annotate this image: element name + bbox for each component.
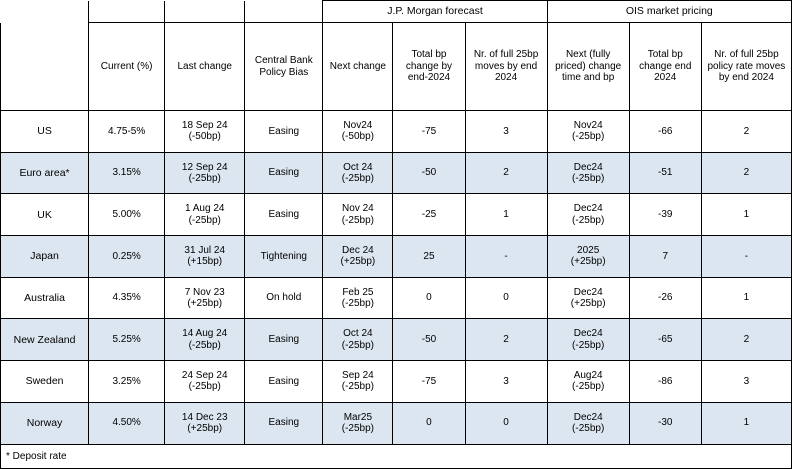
row-jpm-moves: 3 <box>465 111 547 153</box>
row-ois-next-bp: (-25bp) <box>572 173 605 185</box>
table-row <box>1 319 792 361</box>
row-ois-next-change <box>547 152 629 194</box>
column-header-jpm-total-bp: Total bp change by end-2024 <box>393 23 465 111</box>
row-current: 4.35% <box>89 277 165 319</box>
row-next-change <box>323 194 393 236</box>
group-header-blank <box>89 1 165 23</box>
row-policy-bias: On hold <box>245 277 323 319</box>
row-country: Japan <box>1 236 89 278</box>
row-current: 3.25% <box>89 361 165 403</box>
row-next-change-bp: (-25bp) <box>341 339 374 351</box>
row-jpm-moves: 0 <box>465 277 547 319</box>
row-last-change-bp: (-50bp) <box>188 131 221 143</box>
row-ois-next-date: Dec24 <box>573 203 603 215</box>
row-jpm-moves: 1 <box>465 194 547 236</box>
row-last-change-bp: (-25bp) <box>188 214 221 226</box>
row-last-change <box>165 277 245 319</box>
row-country: Euro area* <box>1 152 89 194</box>
row-last-change <box>165 194 245 236</box>
row-policy-bias: Easing <box>245 361 323 403</box>
row-ois-total-bp: -65 <box>629 319 701 361</box>
row-last-change <box>165 236 245 278</box>
table-row <box>1 152 792 194</box>
row-jpm-moves: 3 <box>465 361 547 403</box>
column-header-next-change: Next change <box>323 23 393 111</box>
row-next-change-date: Mar25 <box>343 411 373 423</box>
row-ois-total-bp: -39 <box>629 194 701 236</box>
column-header-jpm-moves: Nr. of full 25bp moves by end 2024 <box>465 23 547 111</box>
row-jpm-total-bp: -75 <box>393 361 465 403</box>
column-header-last-change: Last change <box>165 23 245 111</box>
row-ois-next-date: Dec24 <box>573 161 603 173</box>
row-next-change-bp: (+25bp) <box>340 256 376 268</box>
row-next-change-date: Sep 24 <box>342 369 374 381</box>
row-current: 5.00% <box>89 194 165 236</box>
row-ois-next-change <box>547 361 629 403</box>
table-row <box>1 236 792 278</box>
row-jpm-total-bp: 0 <box>393 277 465 319</box>
row-ois-moves: 3 <box>701 361 791 403</box>
row-ois-moves: 1 <box>701 277 791 319</box>
row-jpm-total-bp: -50 <box>393 152 465 194</box>
row-ois-next-change <box>547 236 629 278</box>
row-jpm-moves: 2 <box>465 152 547 194</box>
row-jpm-moves: 0 <box>465 402 547 444</box>
column-header-row <box>1 23 792 111</box>
row-last-change-bp: (+15bp) <box>187 256 223 268</box>
row-next-change <box>323 236 393 278</box>
row-current: 3.15% <box>89 152 165 194</box>
row-last-change-date: 1 Aug 24 <box>184 203 225 215</box>
row-next-change-date: Nov24 <box>343 119 373 131</box>
column-header-ois-next-change: Next (fully priced) change time and bp <box>547 23 629 111</box>
row-ois-next-change <box>547 194 629 236</box>
row-policy-bias: Easing <box>245 402 323 444</box>
row-next-change-date: Oct 24 <box>343 161 373 173</box>
row-next-change-date: Dec 24 <box>342 244 374 256</box>
row-ois-next-bp: (-25bp) <box>572 381 605 393</box>
column-header-current: Current (%) <box>89 23 165 111</box>
row-ois-next-bp: (+25bp) <box>570 256 606 268</box>
row-next-change-bp: (-25bp) <box>341 381 374 393</box>
row-last-change-date: 14 Dec 23 <box>181 411 228 423</box>
row-ois-moves: 2 <box>701 152 791 194</box>
row-jpm-moves: - <box>465 236 547 278</box>
table-row <box>1 361 792 403</box>
row-next-change-bp: (-25bp) <box>341 423 374 435</box>
row-country: Sweden <box>1 361 89 403</box>
row-ois-moves: 2 <box>701 319 791 361</box>
row-last-change-bp: (+25bp) <box>187 298 223 310</box>
row-last-change-bp: (+25bp) <box>187 423 223 435</box>
row-last-change-date: 7 Nov 23 <box>184 286 225 298</box>
row-last-change-bp: (-25bp) <box>188 339 221 351</box>
group-header-row <box>1 1 792 23</box>
row-next-change <box>323 361 393 403</box>
row-ois-total-bp: 7 <box>629 236 701 278</box>
table-row <box>1 111 792 153</box>
row-ois-total-bp: -51 <box>629 152 701 194</box>
row-last-change-date: 12 Sep 24 <box>181 161 228 173</box>
row-last-change-date: 24 Sep 24 <box>181 369 228 381</box>
row-ois-moves: 1 <box>701 194 791 236</box>
row-last-change-date: 14 Aug 24 <box>182 328 228 340</box>
row-last-change <box>165 402 245 444</box>
row-ois-next-bp: (-25bp) <box>572 423 605 435</box>
row-current: 5.25% <box>89 319 165 361</box>
row-ois-next-date: Dec24 <box>573 286 603 298</box>
row-last-change <box>165 361 245 403</box>
row-next-change-bp: (-25bp) <box>341 173 374 185</box>
row-ois-next-date: Aug24 <box>573 369 603 381</box>
group-header-blank <box>165 1 245 23</box>
row-ois-next-bp: (-25bp) <box>572 131 605 143</box>
row-jpm-total-bp: 25 <box>393 236 465 278</box>
row-ois-total-bp: -26 <box>629 277 701 319</box>
row-next-change-bp: (-50bp) <box>341 131 374 143</box>
row-next-change-bp: (-25bp) <box>341 214 374 226</box>
column-header-country <box>1 23 89 111</box>
row-current: 0.25% <box>89 236 165 278</box>
row-last-change-date: 31 Jul 24 <box>184 244 226 256</box>
row-ois-next-date: Dec24 <box>573 411 603 423</box>
row-ois-next-change <box>547 319 629 361</box>
row-policy-bias: Tightening <box>245 236 323 278</box>
row-country: UK <box>1 194 89 236</box>
row-last-change-bp: (-25bp) <box>188 173 221 185</box>
row-jpm-total-bp: -75 <box>393 111 465 153</box>
column-header-ois-moves: Nr. of full 25bp policy rate moves by end 2024 <box>701 23 791 111</box>
row-next-change <box>323 152 393 194</box>
row-ois-next-bp: (-25bp) <box>572 214 605 226</box>
row-last-change-bp: (-25bp) <box>188 381 221 393</box>
row-ois-next-date: Nov24 <box>573 119 603 131</box>
row-ois-next-bp: (-25bp) <box>572 339 605 351</box>
row-ois-next-date: 2025 <box>577 244 600 256</box>
row-last-change <box>165 319 245 361</box>
row-country: Norway <box>1 402 89 444</box>
row-next-change-date: Feb 25 <box>342 286 374 298</box>
table-row <box>1 194 792 236</box>
row-policy-bias: Easing <box>245 319 323 361</box>
row-jpm-total-bp: -25 <box>393 194 465 236</box>
row-last-change <box>165 111 245 153</box>
row-ois-next-change <box>547 111 629 153</box>
row-policy-bias: Easing <box>245 194 323 236</box>
row-next-change <box>323 277 393 319</box>
table-row <box>1 402 792 444</box>
row-jpm-total-bp: -50 <box>393 319 465 361</box>
row-ois-total-bp: -30 <box>629 402 701 444</box>
table-row <box>1 277 792 319</box>
row-ois-next-date: Dec24 <box>573 328 603 340</box>
row-current: 4.50% <box>89 402 165 444</box>
row-next-change <box>323 319 393 361</box>
row-jpm-total-bp: 0 <box>393 402 465 444</box>
row-next-change <box>323 111 393 153</box>
footnote-row <box>1 444 792 469</box>
row-next-change <box>323 402 393 444</box>
group-header-jpm-forecast: J.P. Morgan forecast <box>323 1 547 23</box>
row-jpm-moves: 2 <box>465 319 547 361</box>
row-ois-moves: 1 <box>701 402 791 444</box>
group-header-blank <box>1 1 89 23</box>
column-header-policy-bias: Central Bank Policy Bias <box>245 23 323 111</box>
row-last-change <box>165 152 245 194</box>
row-ois-total-bp: -86 <box>629 361 701 403</box>
row-country: New Zealand <box>1 319 89 361</box>
row-ois-total-bp: -66 <box>629 111 701 153</box>
row-country: US <box>1 111 89 153</box>
row-next-change-date: Oct 24 <box>343 328 373 340</box>
group-header-blank <box>245 1 323 23</box>
footnote-text: * Deposit rate <box>1 444 792 469</box>
column-header-ois-total-bp: Total bp change end 2024 <box>629 23 701 111</box>
row-ois-next-change <box>547 402 629 444</box>
row-ois-next-change <box>547 277 629 319</box>
row-next-change-bp: (-25bp) <box>341 298 374 310</box>
row-ois-moves: 2 <box>701 111 791 153</box>
row-current: 4.75-5% <box>89 111 165 153</box>
row-country: Australia <box>1 277 89 319</box>
row-next-change-date: Nov 24 <box>342 203 374 215</box>
row-ois-next-bp: (+25bp) <box>570 298 606 310</box>
group-header-ois-market-pricing: OIS market pricing <box>547 1 791 23</box>
row-ois-moves: - <box>701 236 791 278</box>
row-policy-bias: Easing <box>245 152 323 194</box>
row-last-change-date: 18 Sep 24 <box>181 119 228 131</box>
row-policy-bias: Easing <box>245 111 323 153</box>
